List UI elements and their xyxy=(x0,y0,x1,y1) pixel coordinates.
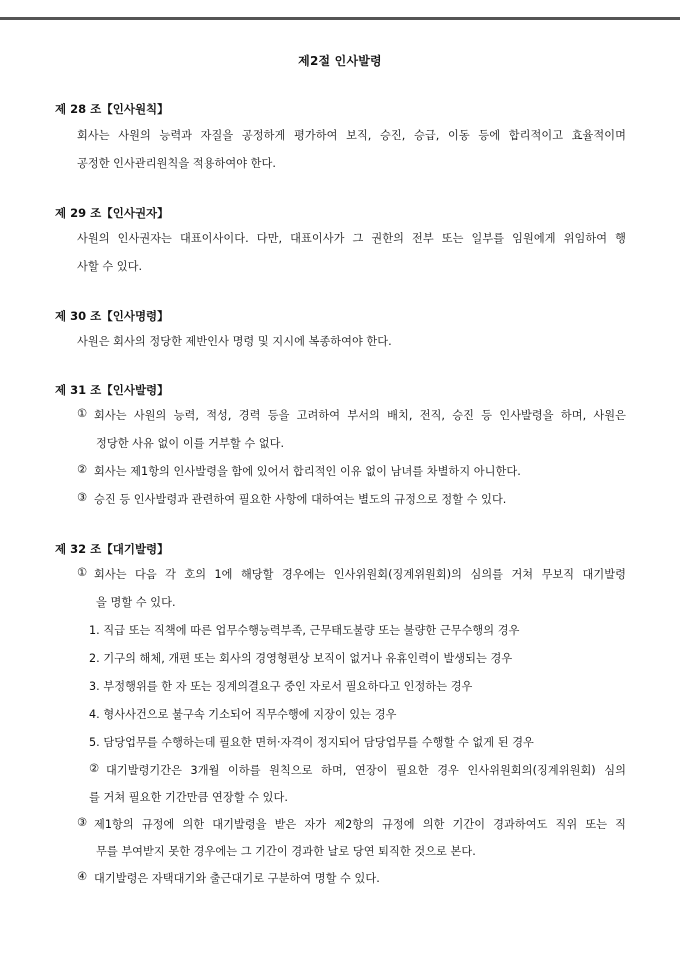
article-32-paragraph-1-marker: ① xyxy=(77,566,88,579)
article-32-item-3: 3. 부정행위를 한 자 또는 징계의결요구 중인 자로서 필요하다고 인정하는 경우 xyxy=(89,680,473,693)
article-28-heading: 제 28 조【인사원칙】 xyxy=(55,102,169,116)
article-32-item-5: 5. 담당업무를 수행하는데 필요한 면허·자격이 정지되어 담당업무를 수행할 수 없게 된 경우 xyxy=(89,736,534,749)
article-32-paragraph-3-line-1: 제1항의 규정에 의한 대기발령을 받은 자가 제2항의 규정에 의한 기간이 경과하여도 직위 또는 직 xyxy=(94,818,626,831)
article-32-paragraph-4-line-1: 대기발령은 자택대기와 출근대기로 구분하여 명할 수 있다. xyxy=(94,872,380,885)
article-32-paragraph-1-line-2: 을 명할 수 있다. xyxy=(96,596,176,609)
article-31-heading: 제 31 조【인사발령】 xyxy=(55,383,169,397)
article-31-paragraph-2-line-1: 회사는 제1항의 인사발령을 함에 있어서 합리적인 이유 없이 남녀를 차별하지 아니한다. xyxy=(94,465,521,478)
article-32-paragraph-2-marker: ② xyxy=(89,762,100,775)
article-31-paragraph-1-line-1: 회사는 사원의 능력, 적성, 경력 등을 고려하여 부서의 배치, 전직, 승진 등 인사발령을 하며, 사원은 xyxy=(94,409,626,422)
article-32-paragraph-2-line-1: 대기발령기간은 3개월 이하를 원칙으로 하며, 연장이 필요한 경우 인사위원회의(징계위원회) 심의 xyxy=(106,764,626,777)
article-32-paragraph-1-line-1: 회사는 다음 각 호의 1에 해당할 경우에는 인사위원회(징계위원회)의 심의를 거쳐 무보직 대기발령 xyxy=(94,568,626,581)
article-31-paragraph-1-line-2: 정당한 사유 없이 이를 거부할 수 없다. xyxy=(96,437,285,450)
article-31-paragraph-1-marker: ① xyxy=(77,407,88,420)
top-rule xyxy=(0,17,680,20)
article-32-item-4: 4. 형사사건으로 불구속 기소되어 직무수행에 지장이 있는 경우 xyxy=(89,708,397,721)
article-32-paragraph-4-marker: ④ xyxy=(77,870,88,883)
article-32-paragraph-2-line-2: 를 거쳐 필요한 기간만큼 연장할 수 있다. xyxy=(89,791,288,804)
article-29-heading: 제 29 조【인사권자】 xyxy=(55,206,169,220)
section-title: 제2절 인사발령 xyxy=(298,54,382,68)
article-28-text-line-2: 공정한 인사관리원칙을 적용하여야 한다. xyxy=(77,157,276,170)
article-30-text-line-1: 사원은 회사의 정당한 제반인사 명령 및 지시에 복종하여야 한다. xyxy=(77,335,392,348)
article-29-text-line-1: 사원의 인사권자는 대표이사이다. 다만, 대표이사가 그 권한의 전부 또는 일부를 임원에게 위임하여 행 xyxy=(77,232,626,245)
article-31-paragraph-3-marker: ③ xyxy=(77,491,88,504)
article-32-item-1: 1. 직급 또는 직책에 따른 업무수행능력부족, 근무태도불량 또는 불량한 근무수행의 경우 xyxy=(89,624,520,637)
article-28-text-line-1: 회사는 사원의 능력과 자질을 공정하게 평가하여 보직, 승진, 승급, 이동 등에 합리적이고 효율적이며 xyxy=(77,129,626,142)
article-32-item-2: 2. 기구의 해체, 개편 또는 회사의 경영형편상 보직이 없거나 유휴인력이 발생되는 경우 xyxy=(89,652,513,665)
article-29-text-line-2: 사할 수 있다. xyxy=(77,260,143,273)
article-30-heading: 제 30 조【인사명령】 xyxy=(55,309,169,323)
article-31-paragraph-2-marker: ② xyxy=(77,463,88,476)
article-32-paragraph-3-line-2: 무를 부여받지 못한 경우에는 그 기간이 경과한 날로 당연 퇴직한 것으로 본다. xyxy=(96,845,476,858)
article-32-paragraph-3-marker: ③ xyxy=(77,816,88,829)
article-32-heading: 제 32 조【대기발령】 xyxy=(55,542,169,556)
article-31-paragraph-3-line-1: 승진 등 인사발령과 관련하여 필요한 사항에 대하여는 별도의 규정으로 정할 수 있다. xyxy=(94,493,507,506)
